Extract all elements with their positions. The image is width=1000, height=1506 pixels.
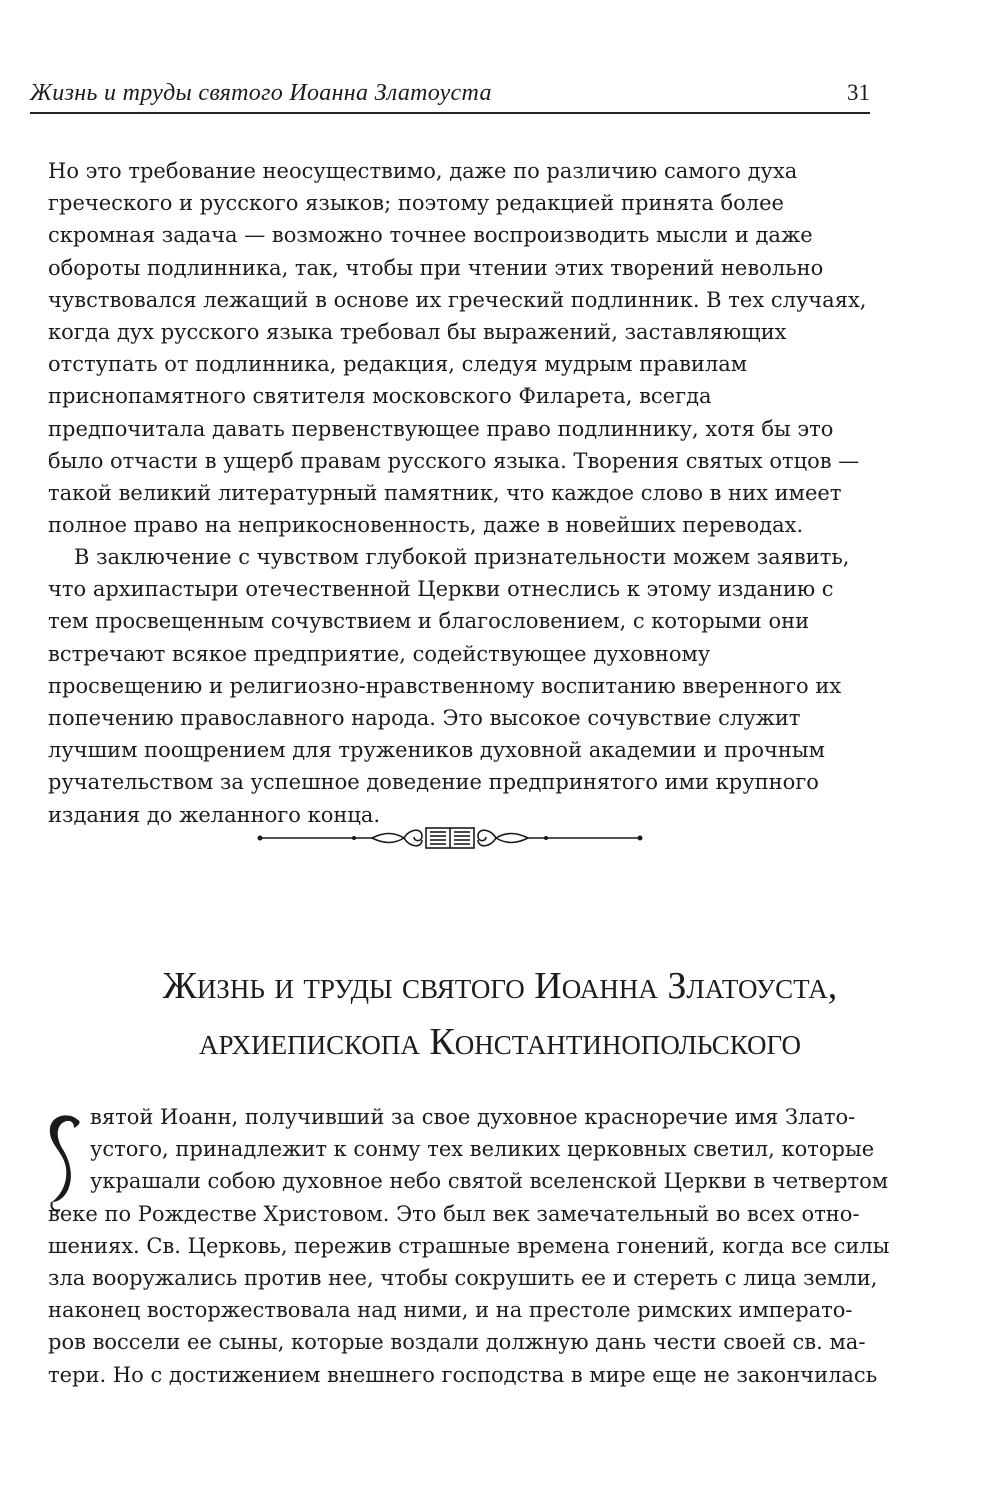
running-header xyxy=(30,74,870,110)
opening-line-1: вятой Иоанн, получивший за свое духовное красноречие имя Злато- xyxy=(90,1105,856,1129)
opening-line-4: веке по Рождестве Христовом. Это был век замечательный во всех отно- xyxy=(48,1201,860,1226)
chapter-title-line-2: архиепископа Константинопольского xyxy=(199,1021,801,1063)
opening-line-9: тери. Но с достижением внешнего господства в мире еще не закончилась xyxy=(48,1362,878,1387)
chapter-title xyxy=(0,958,1000,1070)
running-title: Жизнь и труды святого Иоанна Златоуста xyxy=(30,80,492,106)
opening-line-3: украшали собою духовное небо святой вселенской Церкви в четвертом xyxy=(90,1169,889,1194)
section-ornament xyxy=(254,820,646,856)
page-number: 31 xyxy=(847,80,870,105)
paragraph-2 xyxy=(48,541,870,831)
opening-line-2: устого, принадлежит к сонму тех великих церковных светил, которые xyxy=(90,1137,875,1162)
chapter-title-line-1: Жизнь и труды святого Иоанна Златоуста, xyxy=(162,965,838,1007)
opening-paragraph xyxy=(48,1101,890,1391)
header-rule xyxy=(30,112,870,114)
opening-line-7: наконец восторжествовала над ними, и на престоле римских императо- xyxy=(48,1298,853,1323)
opening-line-8: ров воссели ее сыны, которые воздали должную дань чести своей св. ма- xyxy=(48,1330,866,1355)
opening-line-5: шениях. Св. Церковь, пережив страшные времена гонений, когда все силы xyxy=(48,1233,890,1258)
paragraph-2-text: В заключение с чувством глубокой признательности можем заявить, что архипастыри отечественной Церкви отнеслись к этому изданию с тем просвещенным сочувствием и благословением, с которыми они встречают всякое предприятие, содействующее духовному просвещению и религиозно-нравственному воспитанию вверенного их попечению православного народа. Это высокое сочувствие служит лучшим поощрением для тружеников духовной академии и прочным ручательством за успешное доведение предпринятого ими крупного издания до желанного конца. xyxy=(48,545,850,827)
paragraph-1: Но это требование неосуществимо, даже по различию самого духа греческого и русского языков; поэтому редакцией принята более скромная задача — возможно точнее воспроизводить мысли и даже обороты подлинника, так, чтобы при чтении этих творений невольно чувствовался лежащий в основе их греческий подлинник. В тех случаях, когда дух русского языка требовал бы выражений, заставляющих отступать от подлинника, редакция, следуя мудрым правилам приснопамятного святителя московского Филарета, всегда предпочитала давать первенствующее право подлиннику, хотя бы это было отчасти в ущерб правам русского языка. Творения святых отцов — такой великий литературный памятник, что каждое слово в них имеет полное право на неприкосновенность, даже в новейших переводах. xyxy=(48,159,867,538)
opening-line-6: зла вооружались против нее, чтобы сокрушить ее и стереть с лица земли, xyxy=(48,1266,878,1291)
